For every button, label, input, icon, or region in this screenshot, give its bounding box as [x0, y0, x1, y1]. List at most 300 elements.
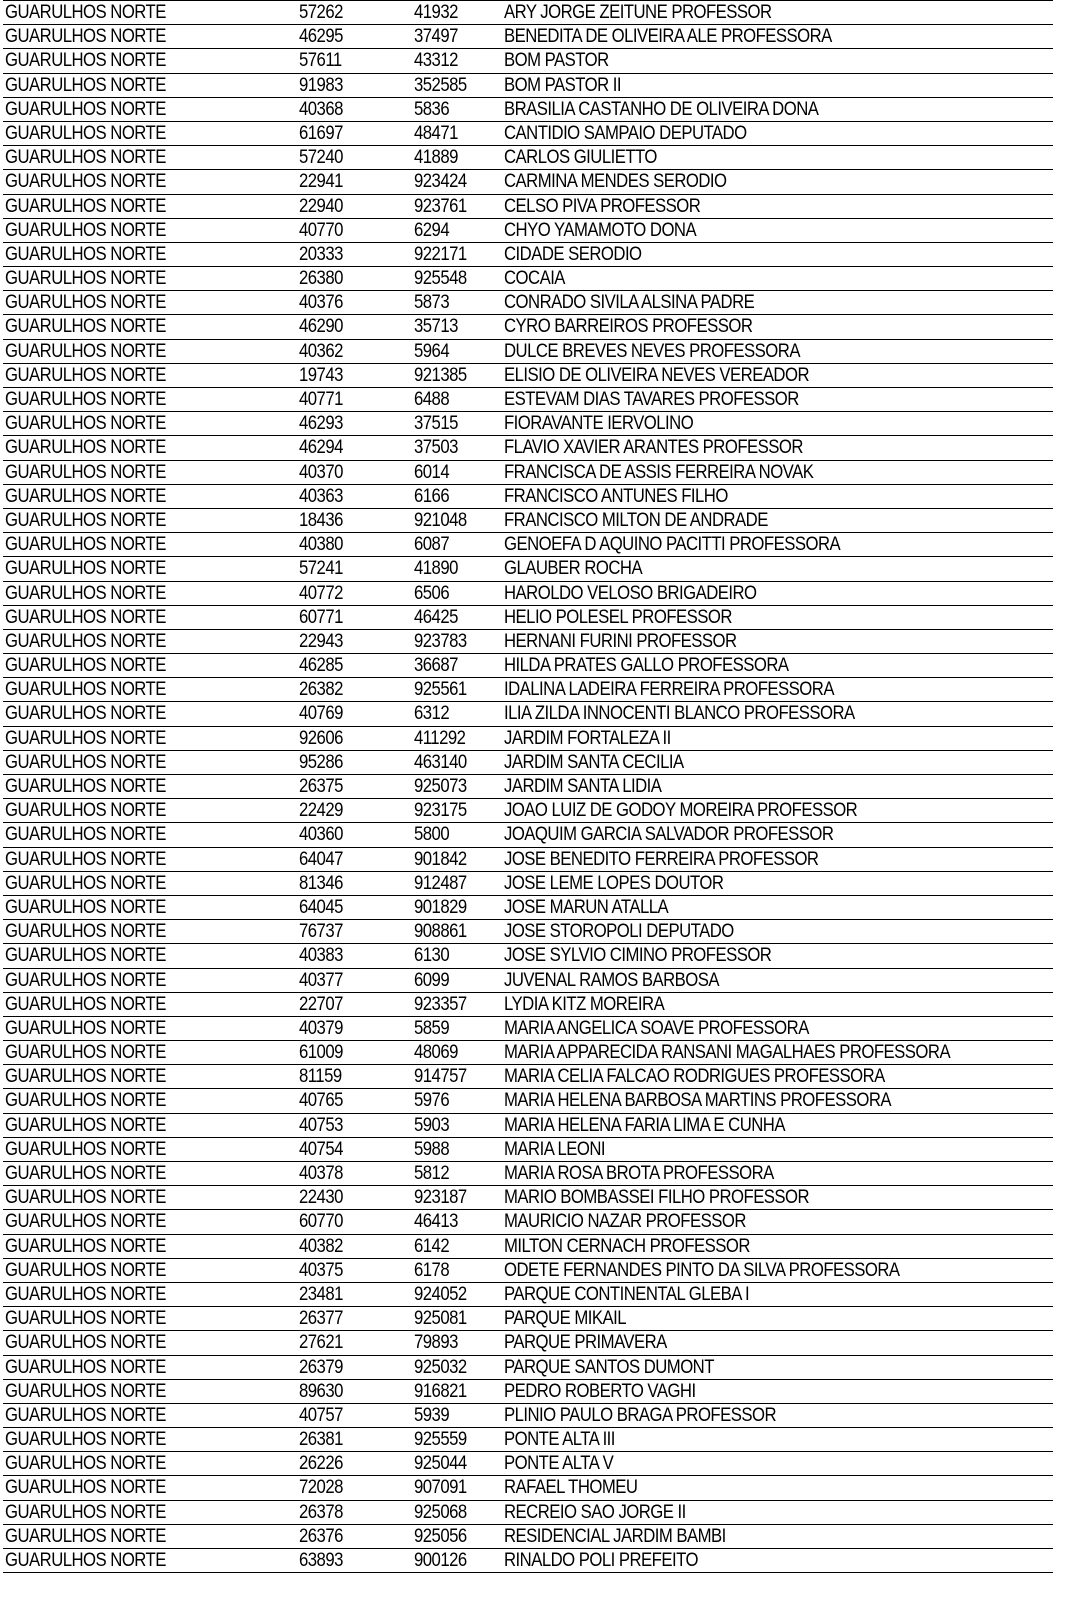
- school-name-cell: JARDIM SANTA LIDIA: [504, 776, 662, 797]
- table-row: [3, 1235, 1053, 1259]
- table-row: [3, 461, 1053, 485]
- table-row: [3, 1259, 1053, 1283]
- diretoria-cell: GUARULHOS NORTE: [5, 872, 166, 894]
- school-name-cell: RECREIO SAO JORGE II: [504, 1501, 686, 1523]
- cie-cell: 923357: [414, 993, 467, 1015]
- cie-cell: 46425: [414, 606, 458, 628]
- table-row: [3, 340, 1053, 364]
- school-name-cell: JARDIM FORTALEZA II: [504, 727, 671, 749]
- codigo-cell: 40370: [299, 461, 343, 483]
- school-name-cell: FRANCISCO MILTON DE ANDRADE: [504, 509, 768, 531]
- codigo-cell: 61009: [299, 1042, 343, 1064]
- cie-cell: 411292: [414, 727, 466, 749]
- diretoria-cell: GUARULHOS NORTE: [5, 776, 166, 797]
- table-row: [3, 1307, 1053, 1331]
- table-row: [3, 1017, 1053, 1041]
- cie-cell: 36687: [414, 655, 458, 677]
- codigo-cell: 40379: [299, 1017, 343, 1039]
- diretoria-cell: GUARULHOS NORTE: [5, 1211, 166, 1233]
- diretoria-cell: GUARULHOS NORTE: [5, 1308, 166, 1330]
- codigo-cell: 57241: [299, 558, 343, 580]
- school-name-cell: PLINIO PAULO BRAGA PROFESSOR: [504, 1404, 777, 1426]
- table-row: [3, 582, 1053, 606]
- table-row: [3, 1501, 1053, 1525]
- cie-cell: 5836: [414, 98, 450, 120]
- school-name-cell: CELSO PIVA PROFESSOR: [504, 195, 701, 217]
- table-row: [3, 49, 1053, 73]
- diretoria-cell: GUARULHOS NORTE: [5, 558, 166, 580]
- table-row: [3, 872, 1053, 896]
- codigo-cell: 57240: [299, 147, 343, 169]
- diretoria-cell: GUARULHOS NORTE: [5, 1453, 166, 1475]
- cie-cell: 5800: [414, 824, 450, 846]
- codigo-cell: 26381: [299, 1429, 343, 1451]
- cie-cell: 41932: [414, 2, 458, 23]
- cie-cell: 925044: [414, 1453, 467, 1475]
- codigo-cell: 89630: [299, 1380, 343, 1402]
- diretoria-cell: GUARULHOS NORTE: [5, 534, 166, 556]
- diretoria-cell: GUARULHOS NORTE: [5, 364, 166, 386]
- diretoria-cell: GUARULHOS NORTE: [5, 606, 166, 628]
- school-name-cell: JOAQUIM GARCIA SALVADOR PROFESSOR: [504, 824, 834, 846]
- school-name-cell: MARIA LEONI: [504, 1138, 606, 1160]
- school-name-cell: BOM PASTOR: [504, 50, 609, 72]
- codigo-cell: 40754: [299, 1138, 343, 1160]
- codigo-cell: 20333: [299, 243, 343, 265]
- cie-cell: 6312: [414, 703, 450, 725]
- diretoria-cell: GUARULHOS NORTE: [5, 1163, 166, 1184]
- table-row: [3, 775, 1053, 799]
- school-name-cell: BOM PASTOR II: [504, 74, 622, 96]
- cie-cell: 925561: [414, 679, 467, 701]
- school-name-cell: PARQUE PRIMAVERA: [504, 1332, 667, 1354]
- codigo-cell: 40375: [299, 1259, 343, 1281]
- diretoria-cell: GUARULHOS NORTE: [5, 1042, 166, 1064]
- school-name-cell: MARIA ANGELICA SOAVE PROFESSORA: [504, 1017, 809, 1039]
- school-name-cell: HILDA PRATES GALLO PROFESSORA: [504, 655, 789, 677]
- cie-cell: 6294: [414, 219, 450, 241]
- cie-cell: 5988: [414, 1138, 450, 1160]
- diretoria-cell: GUARULHOS NORTE: [5, 340, 166, 362]
- school-name-cell: FRANCISCO ANTUNES FILHO: [504, 485, 728, 507]
- diretoria-cell: GUARULHOS NORTE: [5, 1017, 166, 1039]
- codigo-cell: 46285: [299, 655, 343, 677]
- codigo-cell: 40380: [299, 534, 343, 556]
- school-name-cell: MARIO BOMBASSEI FILHO PROFESSOR: [504, 1187, 810, 1209]
- school-table: [3, 0, 1053, 1573]
- diretoria-cell: GUARULHOS NORTE: [5, 1356, 166, 1378]
- diretoria-cell: GUARULHOS NORTE: [5, 413, 166, 435]
- school-name-cell: JOSE MARUN ATALLA: [504, 896, 669, 918]
- table-row: [3, 1041, 1053, 1065]
- codigo-cell: 57262: [299, 2, 343, 23]
- cie-cell: 925056: [414, 1525, 467, 1547]
- cie-cell: 6130: [414, 945, 450, 967]
- school-name-cell: JUVENAL RAMOS BARBOSA: [504, 969, 720, 991]
- school-name-cell: MARIA CELIA FALCAO RODRIGUES PROFESSORA: [504, 1066, 885, 1088]
- school-name-cell: IDALINA LADEIRA FERREIRA PROFESSORA: [504, 679, 834, 701]
- table-row: [3, 364, 1053, 388]
- cie-cell: 921385: [414, 364, 467, 386]
- codigo-cell: 40382: [299, 1235, 343, 1257]
- codigo-cell: 72028: [299, 1477, 343, 1499]
- table-row: [3, 122, 1053, 146]
- cie-cell: 6014: [414, 461, 450, 483]
- table-row: [3, 654, 1053, 678]
- diretoria-cell: GUARULHOS NORTE: [5, 1477, 166, 1499]
- school-name-cell: MILTON CERNACH PROFESSOR: [504, 1235, 750, 1257]
- cie-cell: 6087: [414, 534, 450, 556]
- diretoria-cell: GUARULHOS NORTE: [5, 171, 166, 193]
- codigo-cell: 61697: [299, 122, 343, 144]
- school-name-cell: CIDADE SERODIO: [504, 243, 642, 265]
- codigo-cell: 92606: [299, 727, 343, 749]
- diretoria-cell: GUARULHOS NORTE: [5, 751, 166, 773]
- codigo-cell: 26375: [299, 776, 343, 797]
- cie-cell: 923761: [414, 195, 467, 217]
- codigo-cell: 26226: [299, 1453, 343, 1475]
- codigo-cell: 40765: [299, 1090, 343, 1112]
- school-name-cell: HAROLDO VELOSO BRIGADEIRO: [504, 582, 757, 604]
- cie-cell: 43312: [414, 50, 458, 72]
- cie-cell: 912487: [414, 872, 467, 894]
- school-name-cell: GENOEFA D AQUINO PACITTI PROFESSORA: [504, 534, 841, 556]
- codigo-cell: 46295: [299, 26, 343, 48]
- table-row: [3, 630, 1053, 654]
- school-name-cell: PARQUE CONTINENTAL GLEBA I: [504, 1283, 750, 1305]
- diretoria-cell: GUARULHOS NORTE: [5, 1090, 166, 1112]
- table-row: [3, 1428, 1053, 1452]
- codigo-cell: 46290: [299, 316, 343, 338]
- table-row: [3, 1549, 1053, 1573]
- codigo-cell: 64047: [299, 848, 343, 870]
- cie-cell: 352585: [414, 74, 467, 96]
- codigo-cell: 60771: [299, 606, 343, 628]
- cie-cell: 5964: [414, 340, 450, 362]
- codigo-cell: 40770: [299, 219, 343, 241]
- cie-cell: 925073: [414, 776, 467, 797]
- table-row: [3, 1525, 1053, 1549]
- codigo-cell: 40362: [299, 340, 343, 362]
- school-name-cell: JOSE BENEDITO FERREIRA PROFESSOR: [504, 848, 819, 870]
- school-name-cell: CHYO YAMAMOTO DONA: [504, 219, 697, 241]
- table-row: [3, 509, 1053, 533]
- diretoria-cell: GUARULHOS NORTE: [5, 2, 166, 23]
- table-row: [3, 920, 1053, 944]
- codigo-cell: 18436: [299, 509, 343, 531]
- cie-cell: 79893: [414, 1332, 458, 1354]
- school-name-cell: GLAUBER ROCHA: [504, 558, 643, 580]
- school-name-cell: HELIO POLESEL PROFESSOR: [504, 606, 732, 628]
- codigo-cell: 26378: [299, 1501, 343, 1523]
- school-name-cell: MAURICIO NAZAR PROFESSOR: [504, 1211, 746, 1233]
- school-name-cell: CYRO BARREIROS PROFESSOR: [504, 316, 753, 338]
- school-name-cell: RAFAEL THOMEU: [504, 1477, 638, 1499]
- codigo-cell: 23481: [299, 1283, 343, 1305]
- diretoria-cell: GUARULHOS NORTE: [5, 26, 166, 48]
- diretoria-cell: GUARULHOS NORTE: [5, 292, 166, 314]
- table-row: [3, 1065, 1053, 1089]
- diretoria-cell: GUARULHOS NORTE: [5, 1138, 166, 1160]
- cie-cell: 923187: [414, 1187, 467, 1209]
- cie-cell: 5939: [414, 1404, 450, 1426]
- school-name-cell: JOAO LUIZ DE GODOY MOREIRA PROFESSOR: [504, 800, 858, 822]
- table-row: [3, 1356, 1053, 1380]
- diretoria-cell: GUARULHOS NORTE: [5, 509, 166, 531]
- diretoria-cell: GUARULHOS NORTE: [5, 1501, 166, 1523]
- table-row: [3, 170, 1053, 194]
- cie-cell: 5859: [414, 1017, 450, 1039]
- diretoria-cell: GUARULHOS NORTE: [5, 824, 166, 846]
- codigo-cell: 22429: [299, 800, 343, 822]
- codigo-cell: 46294: [299, 437, 343, 459]
- diretoria-cell: GUARULHOS NORTE: [5, 1332, 166, 1354]
- codigo-cell: 26376: [299, 1525, 343, 1547]
- school-name-cell: LYDIA KITZ MOREIRA: [504, 993, 665, 1015]
- table-row: [3, 1283, 1053, 1307]
- table-row: [3, 267, 1053, 291]
- school-name-cell: FLAVIO XAVIER ARANTES PROFESSOR: [504, 437, 803, 459]
- school-name-cell: JOSE STOROPOLI DEPUTADO: [504, 921, 734, 943]
- cie-cell: 5903: [414, 1114, 450, 1136]
- codigo-cell: 46293: [299, 413, 343, 435]
- cie-cell: 925548: [414, 268, 467, 290]
- table-row: [3, 98, 1053, 122]
- table-row: [3, 727, 1053, 751]
- diretoria-cell: GUARULHOS NORTE: [5, 800, 166, 822]
- table-row: [3, 1089, 1053, 1113]
- table-row: [3, 1162, 1053, 1186]
- school-name-cell: JOSE LEME LOPES DOUTOR: [504, 872, 724, 894]
- school-name-cell: DULCE BREVES NEVES PROFESSORA: [504, 340, 800, 362]
- table-row: [3, 436, 1053, 460]
- codigo-cell: 26377: [299, 1308, 343, 1330]
- school-name-cell: PARQUE SANTOS DUMONT: [504, 1356, 714, 1378]
- codigo-cell: 64045: [299, 896, 343, 918]
- school-name-cell: CANTIDIO SAMPAIO DEPUTADO: [504, 122, 747, 144]
- cie-cell: 901829: [414, 896, 467, 918]
- diretoria-cell: GUARULHOS NORTE: [5, 50, 166, 72]
- school-name-cell: BRASILIA CASTANHO DE OLIVEIRA DONA: [504, 98, 819, 120]
- diretoria-cell: GUARULHOS NORTE: [5, 147, 166, 169]
- table-row: [3, 702, 1053, 726]
- cie-cell: 923175: [414, 800, 467, 822]
- diretoria-cell: GUARULHOS NORTE: [5, 582, 166, 604]
- table-row: [3, 848, 1053, 872]
- diretoria-cell: GUARULHOS NORTE: [5, 703, 166, 725]
- cie-cell: 900126: [414, 1550, 467, 1571]
- cie-cell: 5976: [414, 1090, 450, 1112]
- table-row: [3, 993, 1053, 1017]
- cie-cell: 6142: [414, 1235, 450, 1257]
- table-row: [3, 243, 1053, 267]
- codigo-cell: 40376: [299, 292, 343, 314]
- codigo-cell: 40368: [299, 98, 343, 120]
- table-row: [3, 195, 1053, 219]
- diretoria-cell: GUARULHOS NORTE: [5, 1429, 166, 1451]
- table-row: [3, 291, 1053, 315]
- diretoria-cell: GUARULHOS NORTE: [5, 945, 166, 967]
- cie-cell: 925081: [414, 1308, 467, 1330]
- diretoria-cell: GUARULHOS NORTE: [5, 195, 166, 217]
- cie-cell: 925068: [414, 1501, 467, 1523]
- diretoria-cell: GUARULHOS NORTE: [5, 1235, 166, 1257]
- school-name-cell: FRANCISCA DE ASSIS FERREIRA NOVAK: [504, 461, 814, 483]
- diretoria-cell: GUARULHOS NORTE: [5, 98, 166, 120]
- diretoria-cell: GUARULHOS NORTE: [5, 993, 166, 1015]
- codigo-cell: 95286: [299, 751, 343, 773]
- school-name-cell: MARIA ROSA BROTA PROFESSORA: [504, 1163, 774, 1184]
- diretoria-cell: GUARULHOS NORTE: [5, 1380, 166, 1402]
- codigo-cell: 76737: [299, 921, 343, 943]
- diretoria-cell: GUARULHOS NORTE: [5, 630, 166, 652]
- table-row: [3, 1, 1053, 25]
- diretoria-cell: GUARULHOS NORTE: [5, 389, 166, 410]
- codigo-cell: 22707: [299, 993, 343, 1015]
- school-name-cell: JOSE SYLVIO CIMINO PROFESSOR: [504, 945, 772, 967]
- table-row: [3, 485, 1053, 509]
- diretoria-cell: GUARULHOS NORTE: [5, 437, 166, 459]
- cie-cell: 914757: [414, 1066, 467, 1088]
- cie-cell: 37515: [414, 413, 458, 435]
- table-row: [3, 823, 1053, 847]
- diretoria-cell: GUARULHOS NORTE: [5, 1187, 166, 1209]
- cie-cell: 923424: [414, 171, 467, 193]
- school-name-cell: ELISIO DE OLIVEIRA NEVES VEREADOR: [504, 364, 810, 386]
- cie-cell: 925032: [414, 1356, 467, 1378]
- codigo-cell: 26382: [299, 679, 343, 701]
- diretoria-cell: GUARULHOS NORTE: [5, 1114, 166, 1136]
- school-name-cell: HERNANI FURINI PROFESSOR: [504, 630, 737, 652]
- table-row: [3, 606, 1053, 630]
- codigo-cell: 40360: [299, 824, 343, 846]
- cie-cell: 46413: [414, 1211, 458, 1233]
- cie-cell: 37503: [414, 437, 458, 459]
- codigo-cell: 63893: [299, 1550, 343, 1571]
- cie-cell: 41889: [414, 147, 458, 169]
- school-name-cell: ESTEVAM DIAS TAVARES PROFESSOR: [504, 389, 799, 410]
- school-name-cell: MARIA HELENA FARIA LIMA E CUNHA: [504, 1114, 785, 1136]
- codigo-cell: 22940: [299, 195, 343, 217]
- school-name-cell: MARIA APPARECIDA RANSANI MAGALHAES PROFESSORA: [504, 1042, 951, 1064]
- school-name-cell: ODETE FERNANDES PINTO DA SILVA PROFESSORA: [504, 1259, 900, 1281]
- diretoria-cell: GUARULHOS NORTE: [5, 243, 166, 265]
- diretoria-cell: GUARULHOS NORTE: [5, 848, 166, 870]
- codigo-cell: 22430: [299, 1187, 343, 1209]
- diretoria-cell: GUARULHOS NORTE: [5, 1525, 166, 1547]
- diretoria-cell: GUARULHOS NORTE: [5, 268, 166, 290]
- school-name-cell: COCAIA: [504, 268, 565, 290]
- school-name-cell: CONRADO SIVILA ALSINA PADRE: [504, 292, 755, 314]
- school-name-cell: FIORAVANTE IERVOLINO: [504, 413, 694, 435]
- table-row: [3, 1452, 1053, 1476]
- table-row: [3, 1114, 1053, 1138]
- codigo-cell: 40378: [299, 1163, 343, 1184]
- codigo-cell: 22941: [299, 171, 343, 193]
- table-row: [3, 1380, 1053, 1404]
- school-name-cell: PONTE ALTA V: [504, 1453, 614, 1475]
- school-name-cell: ARY JORGE ZEITUNE PROFESSOR: [504, 2, 772, 23]
- diretoria-cell: GUARULHOS NORTE: [5, 316, 166, 338]
- school-name-cell: ILIA ZILDA INNOCENTI BLANCO PROFESSORA: [504, 703, 855, 725]
- school-name-cell: PONTE ALTA III: [504, 1429, 615, 1451]
- table-row: [3, 557, 1053, 581]
- codigo-cell: 40753: [299, 1114, 343, 1136]
- school-name-cell: CARLOS GIULIETTO: [504, 147, 657, 169]
- school-name-cell: RESIDENCIAL JARDIM BAMBI: [504, 1525, 726, 1547]
- cie-cell: 6488: [414, 389, 450, 410]
- table-row: [3, 896, 1053, 920]
- cie-cell: 908861: [414, 921, 467, 943]
- school-name-cell: CARMINA MENDES SERODIO: [504, 171, 727, 193]
- cie-cell: 41890: [414, 558, 458, 580]
- diretoria-cell: GUARULHOS NORTE: [5, 219, 166, 241]
- table-row: [3, 1186, 1053, 1210]
- cie-cell: 921048: [414, 509, 467, 531]
- diretoria-cell: GUARULHOS NORTE: [5, 969, 166, 991]
- table-row: [3, 1138, 1053, 1162]
- codigo-cell: 40383: [299, 945, 343, 967]
- codigo-cell: 60770: [299, 1211, 343, 1233]
- table-row: [3, 799, 1053, 823]
- cie-cell: 5812: [414, 1163, 450, 1184]
- table-row: [3, 678, 1053, 702]
- codigo-cell: 91983: [299, 74, 343, 96]
- school-name-cell: MARIA HELENA BARBOSA MARTINS PROFESSORA: [504, 1090, 891, 1112]
- cie-cell: 922171: [414, 243, 467, 265]
- school-name-cell: PEDRO ROBERTO VAGHI: [504, 1380, 696, 1402]
- table-row: [3, 969, 1053, 993]
- diretoria-cell: GUARULHOS NORTE: [5, 679, 166, 701]
- school-name-cell: JARDIM SANTA CECILIA: [504, 751, 684, 773]
- cie-cell: 37497: [414, 26, 458, 48]
- codigo-cell: 26379: [299, 1356, 343, 1378]
- diretoria-cell: GUARULHOS NORTE: [5, 1283, 166, 1305]
- cie-cell: 35713: [414, 316, 458, 338]
- diretoria-cell: GUARULHOS NORTE: [5, 727, 166, 749]
- diretoria-cell: GUARULHOS NORTE: [5, 1259, 166, 1281]
- cie-cell: 907091: [414, 1477, 467, 1499]
- cie-cell: 925559: [414, 1429, 467, 1451]
- cie-cell: 923783: [414, 630, 467, 652]
- diretoria-cell: GUARULHOS NORTE: [5, 655, 166, 677]
- cie-cell: 6506: [414, 582, 450, 604]
- diretoria-cell: GUARULHOS NORTE: [5, 1404, 166, 1426]
- school-name-cell: PARQUE MIKAIL: [504, 1308, 626, 1330]
- diretoria-cell: GUARULHOS NORTE: [5, 1066, 166, 1088]
- diretoria-cell: GUARULHOS NORTE: [5, 485, 166, 507]
- school-name-cell: BENEDITA DE OLIVEIRA ALE PROFESSORA: [504, 26, 832, 48]
- cie-cell: 924052: [414, 1283, 467, 1305]
- cie-cell: 6166: [414, 485, 450, 507]
- codigo-cell: 40771: [299, 389, 343, 410]
- codigo-cell: 40769: [299, 703, 343, 725]
- codigo-cell: 27621: [299, 1332, 343, 1354]
- table-row: [3, 146, 1053, 170]
- codigo-cell: 40757: [299, 1404, 343, 1426]
- cie-cell: 901842: [414, 848, 467, 870]
- cie-cell: 48069: [414, 1042, 458, 1064]
- codigo-cell: 40377: [299, 969, 343, 991]
- codigo-cell: 19743: [299, 364, 343, 386]
- diretoria-cell: GUARULHOS NORTE: [5, 921, 166, 943]
- cie-cell: 48471: [414, 122, 458, 144]
- table-row: [3, 751, 1053, 775]
- table-row: [3, 25, 1053, 49]
- codigo-cell: 40363: [299, 485, 343, 507]
- cie-cell: 6178: [414, 1259, 450, 1281]
- table-row: [3, 1476, 1053, 1500]
